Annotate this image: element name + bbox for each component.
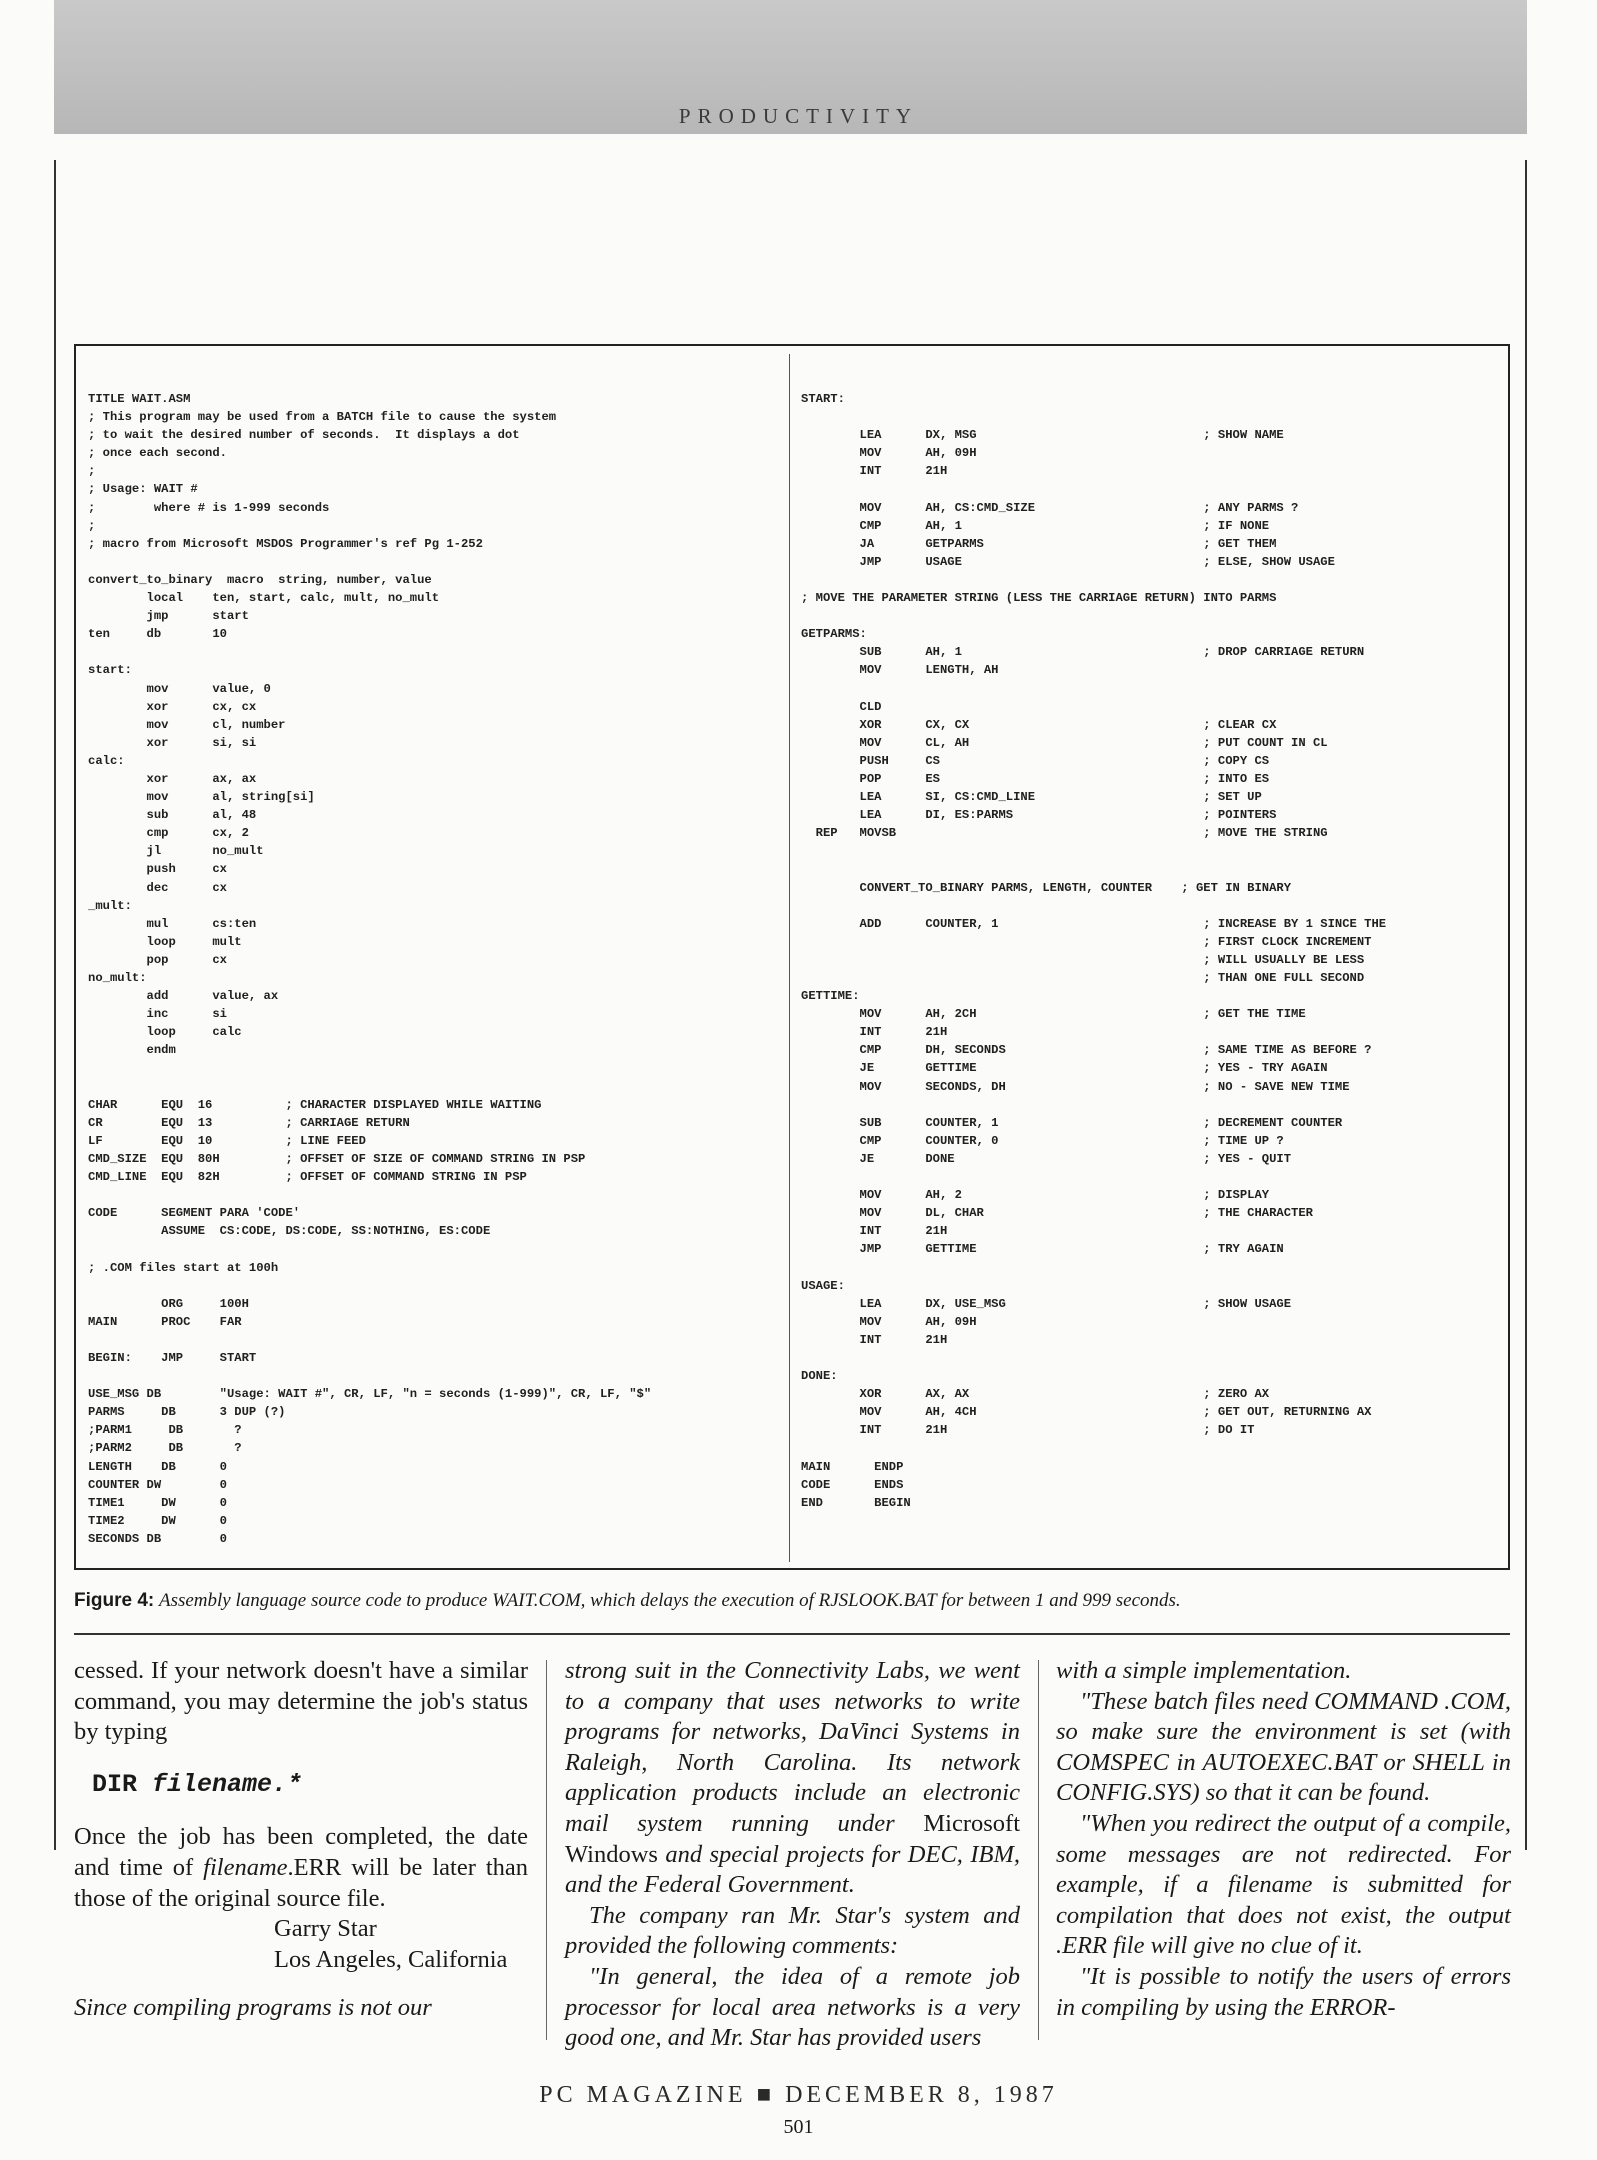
figure-caption (74, 1590, 1524, 1612)
column-separator (546, 1660, 547, 2040)
code-listing-right: START: LEA DX, MSG ; SHOW NAME MOV AH, 09H INT 21H MOV AH, CS:CMD_SIZE ; ANY PARMS ? CMP AH, 1 ; IF NONE JA GETPARMS ; GET THEM JMP USAGE ; ELSE, SHOW USAGE ; MOVE THE PARAMETER STRING (LESS THE CARRIAGE RETURN) INTO PARMS GETPARMS: SUB AH, 1 ; DROP CARRIAGE RETURN MOV LENGTH, AH CLD XOR CX, CX ; CLEAR CX MOV CL, AH ; PUT COUNT IN CL PUSH CS ; COPY CS POP ES ; INTO ES LEA SI, CS:CMD_LINE ; SET UP LEA DI, ES:PARMS ; POINTERS REP MOVSB ; MOVE THE STRING CONVERT_TO_BINARY PARMS, LENGTH, COUNTER ; GET IN BINARY ADD COUNTER, 1 ; INCREASE BY 1 SINCE THE ; FIRST CLOCK INCREMENT ; WILL USUALLY BE LESS ; THAN ONE FULL SECOND GETTIME: MOV AH, 2CH ; GET THE TIME INT 21H CMP DH, SECONDS ; SAME TIME AS BEFORE ? JE GETTIME ; YES - TRY AGAIN MOV SECONDS, DH ; NO - SAVE NEW TIME SUB COUNTER, 1 ; DECREMENT COUNTER CMP COUNTER, 0 ; TIME UP ? JE DONE ; YES - QUIT MOV AH, 2 ; DISPLAY MOV DL, CHAR ; THE CHARACTER INT 21H JMP GETTIME ; TRY AGAIN USAGE: LEA DX, USE_MSG ; SHOW USAGE MOV AH, 09H INT 21H DONE: XOR AX, AX ; ZERO AX MOV AH, 4CH ; GET OUT, RETURNING AX INT 21H ; DO IT MAIN ENDP CODE ENDS END BEGIN (801, 392, 1387, 1510)
code-listing-left: TITLE WAIT.ASM ; This program may be used from a BATCH file to cause the system ; to wait the desired number of seconds. It displays a dot ; once each second. ; ; Usage: WAIT # ; where # is 1-999 seconds ; ; macro from Microsoft MSDOS Programmer's ref Pg 1-252 convert_to_binary macro string, number, value local ten, start, calc, mult, no_mult jmp start ten db 10 start: mov value, 0 xor cx, cx mov cl, number xor si, si calc: xor ax, ax mov al, string[si] sub al, 48 cmp cx, 2 jl no_mult push cx dec cx _mult: mul cs:ten loop mult pop cx no_mult: add value, ax inc si loop calc endm CHAR EQU 16 ; CHARACTER DISPLAYED WHILE WAITING CR EQU 13 ; CARRIAGE RETURN LF EQU 10 ; LINE FEED CMD_SIZE EQU 80H ; OFFSET OF SIZE OF COMMAND STRING IN PSP CMD_LINE EQU 82H ; OFFSET OF COMMAND STRING IN PSP CODE SEGMENT PARA 'CODE' ASSUME CS:CODE, DS:CODE, SS:NOTHING, ES:CODE ; .COM files start at 100h ORG 100H MAIN PROC FAR BEGIN: JMP START USE_MSG DB "Usage: WAIT #", CR, LF, "n = seconds (1-999)", CR, LF, "$" PARMS DB 3 DUP (?) ;PARM1 DB ? ;PARM2 DB ? LENGTH DB 0 COUNTER DW 0 TIME1 DW 0 TIME2 DW 0 SECONDS DB 0 (88, 392, 652, 1546)
article-column-1 (74, 1656, 528, 2024)
paragraph: "In general, the idea of a remote job processor for local area networks is a very good one, and Mr. Star has provided users (565, 1962, 1020, 2052)
masthead-footer: PC MAGAZINE ■ DECEMBER 8, 1987 (539, 2082, 1058, 2108)
code-column-divider (789, 354, 790, 1562)
article-column-2 (565, 1656, 1020, 2054)
column-separator (1038, 1660, 1039, 2040)
section-label: PRODUCTIVITY (678, 104, 919, 128)
paragraph: The company ran Mr. Star's system and provided the following comments: (565, 1901, 1020, 1960)
paragraph: "These batch files need COMMAND .COM, so make sure the environment is set (with COMSPEC in AUTOEXEC.BAT or SHELL in CONFIG.SYS) so that it can be found. (1056, 1687, 1511, 1807)
paragraph: with a simple implementation. (1056, 1657, 1352, 1684)
page-number: 501 (783, 2116, 814, 2138)
signature-place: Los Angeles, California (274, 1945, 508, 1973)
code-listing-box (74, 344, 1510, 1570)
signature-name: Garry Star (274, 1915, 377, 1943)
figure-caption-text: Assembly language source code to produce WAIT.COM, which delays the execution of RJSLOOK.BAT for between 1 and 999 seconds. (158, 1590, 1181, 1611)
caption-rule (74, 1633, 1510, 1635)
figure-label: Figure 4: (74, 1590, 155, 1611)
article-column-3 (1056, 1656, 1511, 2023)
paragraph: "It is possible to notify the users of errors in compiling by using the ERROR- (1056, 1962, 1511, 2021)
paragraph: cessed. If your network doesn't have a similar command, you may determine the job's status by typing (74, 1657, 528, 1746)
paragraph: Once the job has been completed, the date and time of filename.ERR will be later than those of the original source file. (74, 1823, 529, 1912)
left-margin-rule (54, 160, 56, 1850)
paragraph: "When you redirect the output of a compile, some messages are not redirected. For example, if a filename is submitted for compilation that does not exist, the output .ERR file will give no clue of it. (1056, 1809, 1511, 1960)
paragraph: Since compiling programs is not our (74, 1994, 432, 2022)
right-margin-rule (1525, 160, 1527, 1850)
paragraph: strong suit in the Connectivity Labs, we went to a company that uses networks to write programs for networks, DaVinci Systems in Raleigh, North Carolina. Its network application products include an electronic mail system running under Microsoft Windows and special projects for DEC, IBM, and the Federal Government. (565, 1657, 1020, 1899)
command-example: DIR filename.* (92, 1769, 303, 1799)
